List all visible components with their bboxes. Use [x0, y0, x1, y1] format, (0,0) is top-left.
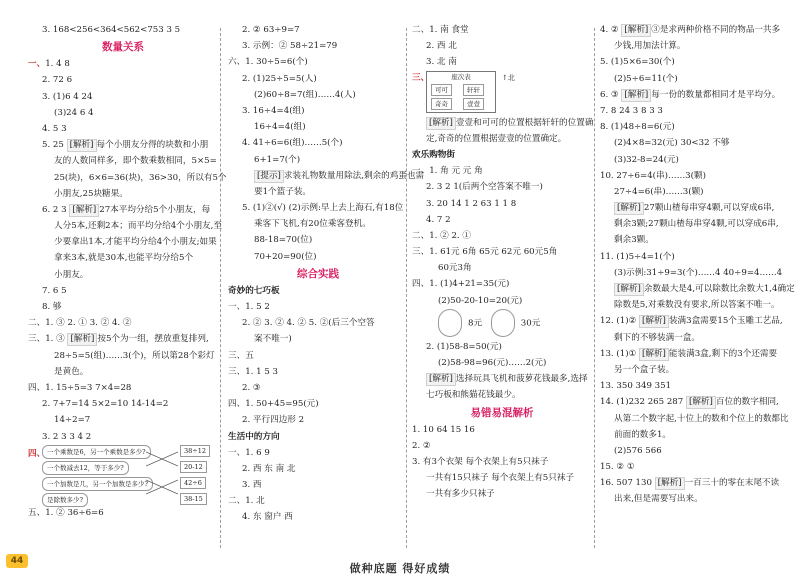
match-right-item: 38-15: [180, 493, 207, 505]
answer-line: 15. ② ①: [600, 462, 635, 473]
answer-line: 一共有15只袜子 每个衣架上有5只袜子: [426, 473, 575, 484]
page-footer: 做种底题 得好成绩: [349, 562, 451, 575]
answer-line: 剩余3颗;27颗山楂每串穿4颗,可以穿成6串,: [614, 219, 779, 230]
answer-line: 三、1. 1 5 3: [228, 366, 278, 377]
answer-line: 7. 8 24 3 8 3 3: [600, 105, 663, 116]
answer-line: 五、1. ② 36÷6=6: [28, 507, 104, 518]
answer-line: 小朋友,25块糖果。: [54, 188, 128, 199]
answer-line: 11. (1)5÷4=1(个): [600, 251, 675, 262]
match-left-item: 一个加数是几，另一个加数是多少?: [42, 477, 153, 491]
answer-line: 案不唯一): [254, 334, 292, 345]
answer-line: 3. 有3个衣架 每个衣架上有5只袜子: [412, 456, 549, 467]
answer-line: 8. (1)48÷8=6(元): [600, 122, 675, 133]
answer-column-4: [600, 22, 795, 508]
answer-line: 乘客下飞机,有20位乘客登机。: [254, 219, 371, 230]
answer-line: 2. 平行四边形 2: [242, 415, 305, 426]
answer-line: 六、1. 30÷5=6(个): [228, 57, 308, 68]
analysis-tag: [解析]: [426, 373, 456, 386]
analysis-tag: [解析]: [614, 202, 644, 215]
answer-line: 6+1=7(个): [254, 154, 301, 165]
answer-line: 7. 6 5: [42, 285, 67, 296]
answer-line: 4. 5 3: [42, 123, 67, 134]
answer-line: 4. ② [解析] ③是求两种价格不同的物品一共多: [600, 25, 781, 35]
answer-line: 另一个盒子装。: [614, 364, 675, 375]
seating-chart-title: 座次表: [451, 72, 471, 81]
section-title-error-analysis: 易错易混解析: [470, 406, 534, 419]
column-divider: [594, 28, 595, 548]
answer-line: 四、1. (1)4+21=35(元): [412, 279, 510, 290]
answer-column-1: [28, 22, 227, 521]
subsection-title: 生活中的方向: [228, 431, 280, 442]
toy-image-icon: [438, 309, 462, 337]
answer-line: 5. (1)②(√) (2)示例:早上去上海石,有18位: [242, 203, 404, 214]
answer-line: 四、1. 15÷5=3 7×4=28: [28, 382, 132, 393]
column-divider: [220, 28, 221, 548]
analysis-tag: [解析]: [614, 283, 644, 296]
match-left-item: 一个乘数是6，另一个乘数是多少?: [42, 445, 151, 459]
answer-line: 少要拿出1本,才能平均分给4个小朋友;如果: [54, 237, 217, 248]
answer-line: 16÷4=4(组): [254, 122, 306, 133]
answer-line: 七巧板和熊猫花钱最少。: [426, 390, 521, 401]
answer-line: 60元3角: [438, 263, 472, 274]
answer-line: 5. 25 [解析] 每个小朋友分得的块数和小朋: [42, 140, 209, 151]
analysis-tag: [解析]: [69, 204, 99, 217]
answer-line: 一、1. 4 8: [28, 59, 70, 70]
answer-line: 2. 西 东 南 北: [242, 463, 296, 474]
analysis-tag: [解析]: [426, 117, 456, 130]
answer-line: 3. 西: [242, 480, 262, 491]
answer-line: 一、1. 角 元 元 角: [412, 166, 483, 177]
answer-line: 一、1. 5 2: [228, 302, 270, 312]
match-left-item: 一个数减去12，等于多少?: [42, 461, 129, 475]
answer-line: 16. 507 130 [解析] 一百三十的零在末尾不读: [600, 478, 780, 489]
answer-line: 4. 7 2: [426, 214, 451, 225]
answer-line: [解析] 余数最大是4,可以除数比余数大1,4确定: [600, 281, 790, 297]
subsection-title: 欢乐购物街: [412, 149, 455, 160]
answer-line: 二、1. 北: [228, 496, 265, 507]
answer-line: 2. (1)25÷5=5(人): [242, 73, 317, 84]
answer-line: 3. 示例：② 58÷21=79: [242, 41, 338, 52]
seating-diagram: 三、 座次表 可可 轩轩 奇奇 壹壹 ↑北: [412, 71, 592, 115]
answer-line: 要1个篮子装。: [254, 186, 312, 197]
price-pictures: [412, 309, 592, 339]
answer-line: 3. 20 14 1 2 63 1 1 8: [426, 198, 517, 209]
answer-line: 10. 27÷6=4(串)……3(颗): [600, 170, 706, 181]
analysis-tag: [解析]: [655, 477, 685, 490]
answer-line: 拿来3本,就是30本,也能平均分给5个: [54, 253, 194, 264]
answer-line: 5. (1)5×6=30(个): [600, 57, 675, 68]
match-right-item: 42÷6: [180, 477, 206, 489]
match-right-item: 38÷12: [180, 445, 210, 457]
answer-line: 三、五: [228, 350, 254, 361]
answer-line: 13. 350 349 351: [600, 381, 672, 392]
match-left-item: 是除数多少?: [42, 493, 88, 507]
answer-line: 除数是5,对乘数没有要求,所以答案不唯一。: [614, 300, 780, 311]
answer-line: 14÷2=7: [54, 415, 91, 426]
answer-column-3: [412, 22, 592, 503]
section-title-practice: 综合实践: [297, 267, 339, 280]
hint-tag: [提示]: [254, 170, 284, 183]
answer-line: 剩余3颗。: [614, 235, 654, 246]
answer-line: (3)32-8=24(元): [614, 154, 679, 165]
analysis-tag: [解析]: [621, 24, 651, 37]
answer-column-2: [228, 22, 425, 526]
answer-line: 剩下的不够装满一盒。: [614, 332, 700, 343]
answer-line: (2)50-20-10=20(元): [438, 295, 523, 306]
price-label: 30元: [520, 318, 541, 329]
answer-line: [提示] 求装礼物数量用除法,剩余的鸡蛋也需: [228, 168, 408, 184]
match-right-item: 20-12: [180, 461, 207, 473]
answer-line: (2)60÷8=7(组)……4(人): [254, 89, 356, 100]
answer-line: 前面的数多1。: [614, 429, 672, 440]
answer-line: 8. 够: [42, 302, 62, 312]
answer-line: 25(块)，6×6=36(块)，36>30，所以有5个: [54, 172, 227, 183]
answer-line: 一、1. 6 9: [228, 447, 270, 458]
answer-line: 2. ② 3. ② 4. ② 5. ②(后三个空答: [242, 318, 375, 329]
north-arrow-icon: ↑北: [502, 73, 515, 82]
answer-line: 28÷5=5(组)……3(个)，所以第28个彩灯: [54, 350, 215, 361]
analysis-tag: [解析]: [639, 315, 669, 328]
answer-line: 定,奇奇的位置根据壹壹的位置确定。: [426, 133, 567, 144]
answer-line: 3. (1)6 4 24: [42, 91, 93, 102]
answer-line: 2. 72 6: [42, 75, 73, 86]
toy-image-icon: [491, 309, 515, 337]
subsection-title: 奇妙的七巧板: [228, 285, 280, 296]
answer-line: 6. 2 3 [解析] 27本平均分给5个小朋友，每: [42, 204, 211, 215]
answer-line: 12. (1)② [解析] 装满3盒需要15个玉雕工艺品,: [600, 316, 783, 327]
answer-line: 二、1. 南 食堂: [412, 25, 469, 35]
answer-line: 出来,但是需要写出来。: [614, 494, 703, 505]
analysis-tag: [解析]: [67, 333, 97, 346]
answer-line: 88-18=70(位): [254, 235, 313, 246]
answer-line: 一共有多少只袜子: [426, 489, 495, 500]
price-label: 8元: [468, 318, 483, 329]
answer-line: 1. 10 64 15 16: [412, 424, 475, 435]
answer-line: 2. 3 2 1(后两个空答案不唯一): [426, 182, 543, 193]
answer-line: 70+20=90(位): [254, 251, 317, 262]
analysis-tag: [解析]: [621, 89, 651, 102]
answer-line: (2)58-98=96(元)……2(元): [438, 358, 547, 368]
analysis-tag: [解析]: [639, 348, 669, 361]
matching-diagram: 四、 一个乘数是6，另一个乘数是多少? 一个数减去12，等于多少? 一个加数是几，另一个加数是多少? 是除数多少? 38÷12 20-12 42÷6 38-15: [28, 445, 218, 505]
answer-line: [解析] 选择玩具飞机和菠萝花钱最多,选择: [412, 371, 592, 387]
answer-line: (3)24 6 4: [54, 107, 94, 118]
match-lines: [146, 445, 178, 505]
seat-label: 壹壹: [463, 98, 484, 110]
page-number: 44: [6, 554, 28, 568]
answer-line: 27÷4=6(串)……3(颗): [614, 186, 704, 197]
answer-line: 3. 168<256<364<562<753 3 5: [42, 25, 181, 35]
answer-line: [解析] 壹壹和可可的位置根据轩轩的位置确: [412, 115, 592, 131]
answer-line: (2)5÷6=11(个): [614, 73, 678, 84]
seat-label: 可可: [431, 84, 452, 96]
answer-line: 二、1. ③ 2. ① 3. ② 4. ②: [28, 318, 132, 329]
answer-line: 从第二个数字起,十位上的数和个位上的数都比: [614, 413, 789, 424]
answer-line: 是黄色。: [54, 366, 89, 377]
answer-line: 3. 北 南: [426, 57, 457, 68]
answer-line: 2. 7+7=14 5×2=10 14-14=2: [42, 399, 169, 410]
answer-line: 3. 16÷4=4(组): [242, 105, 305, 116]
answer-line: (3)示例:31÷9=3(个)……4 40÷9=4……4: [614, 267, 783, 278]
analysis-tag: [解析]: [686, 396, 716, 409]
answer-line: 3. 2 3 3 4 2: [42, 431, 92, 442]
answer-line: (2)4×8=32(元) 30<32 不够: [614, 138, 730, 149]
answer-line: 2. ③: [242, 382, 261, 393]
seat-label: 奇奇: [431, 98, 452, 110]
answer-line: 13. (1)① [解析] 能装满3盒,剩下的3个还需要: [600, 348, 778, 359]
answer-line: 二、1. ② 2. ①: [412, 230, 471, 241]
analysis-tag: [解析]: [67, 139, 97, 152]
answer-line: 友的人数同样多，即个数乘数相同，5×5=: [54, 156, 217, 167]
answer-line: 14. (1)232 265 287 [解析] 百位的数字相同,: [600, 397, 779, 408]
answer-line: 4. 41÷6=6(组)……5(个): [242, 138, 343, 149]
answer-line: 2. ②: [412, 440, 431, 451]
answer-line: 少钱,用加法计算。: [614, 41, 686, 52]
answer-line: 6. ③ [解析] 每一份的数量都相同才是平均分。: [600, 89, 781, 100]
answer-line: 2. (1)58-8=50(元): [426, 341, 502, 352]
answer-line: 四、1. 50+45=95(元): [228, 399, 319, 410]
answer-line: (2)576 566: [614, 445, 662, 456]
seat-label: 轩轩: [463, 84, 484, 96]
section-title-quantity-relations: 数量关系: [102, 41, 144, 54]
answer-line: 三、1. 61元 6角 65元 62元 60元5角: [412, 247, 558, 258]
answer-line: [解析] 27颗山楂每串穿4颗,可以穿成6串,: [600, 200, 790, 216]
answer-line: 2. 西 北: [426, 41, 457, 52]
answer-line: 4. 东 窗户 西: [242, 512, 293, 523]
answer-line: 三、1. ③ [解析] 按5个为一组，摆放重复排列,: [28, 334, 209, 345]
answer-line: 人分5本,还剩2本；而平均分给4个小朋友,至: [54, 221, 222, 232]
answer-line: 小朋友。: [54, 269, 89, 280]
answer-line: 2. ② 63÷9=7: [242, 25, 300, 35]
